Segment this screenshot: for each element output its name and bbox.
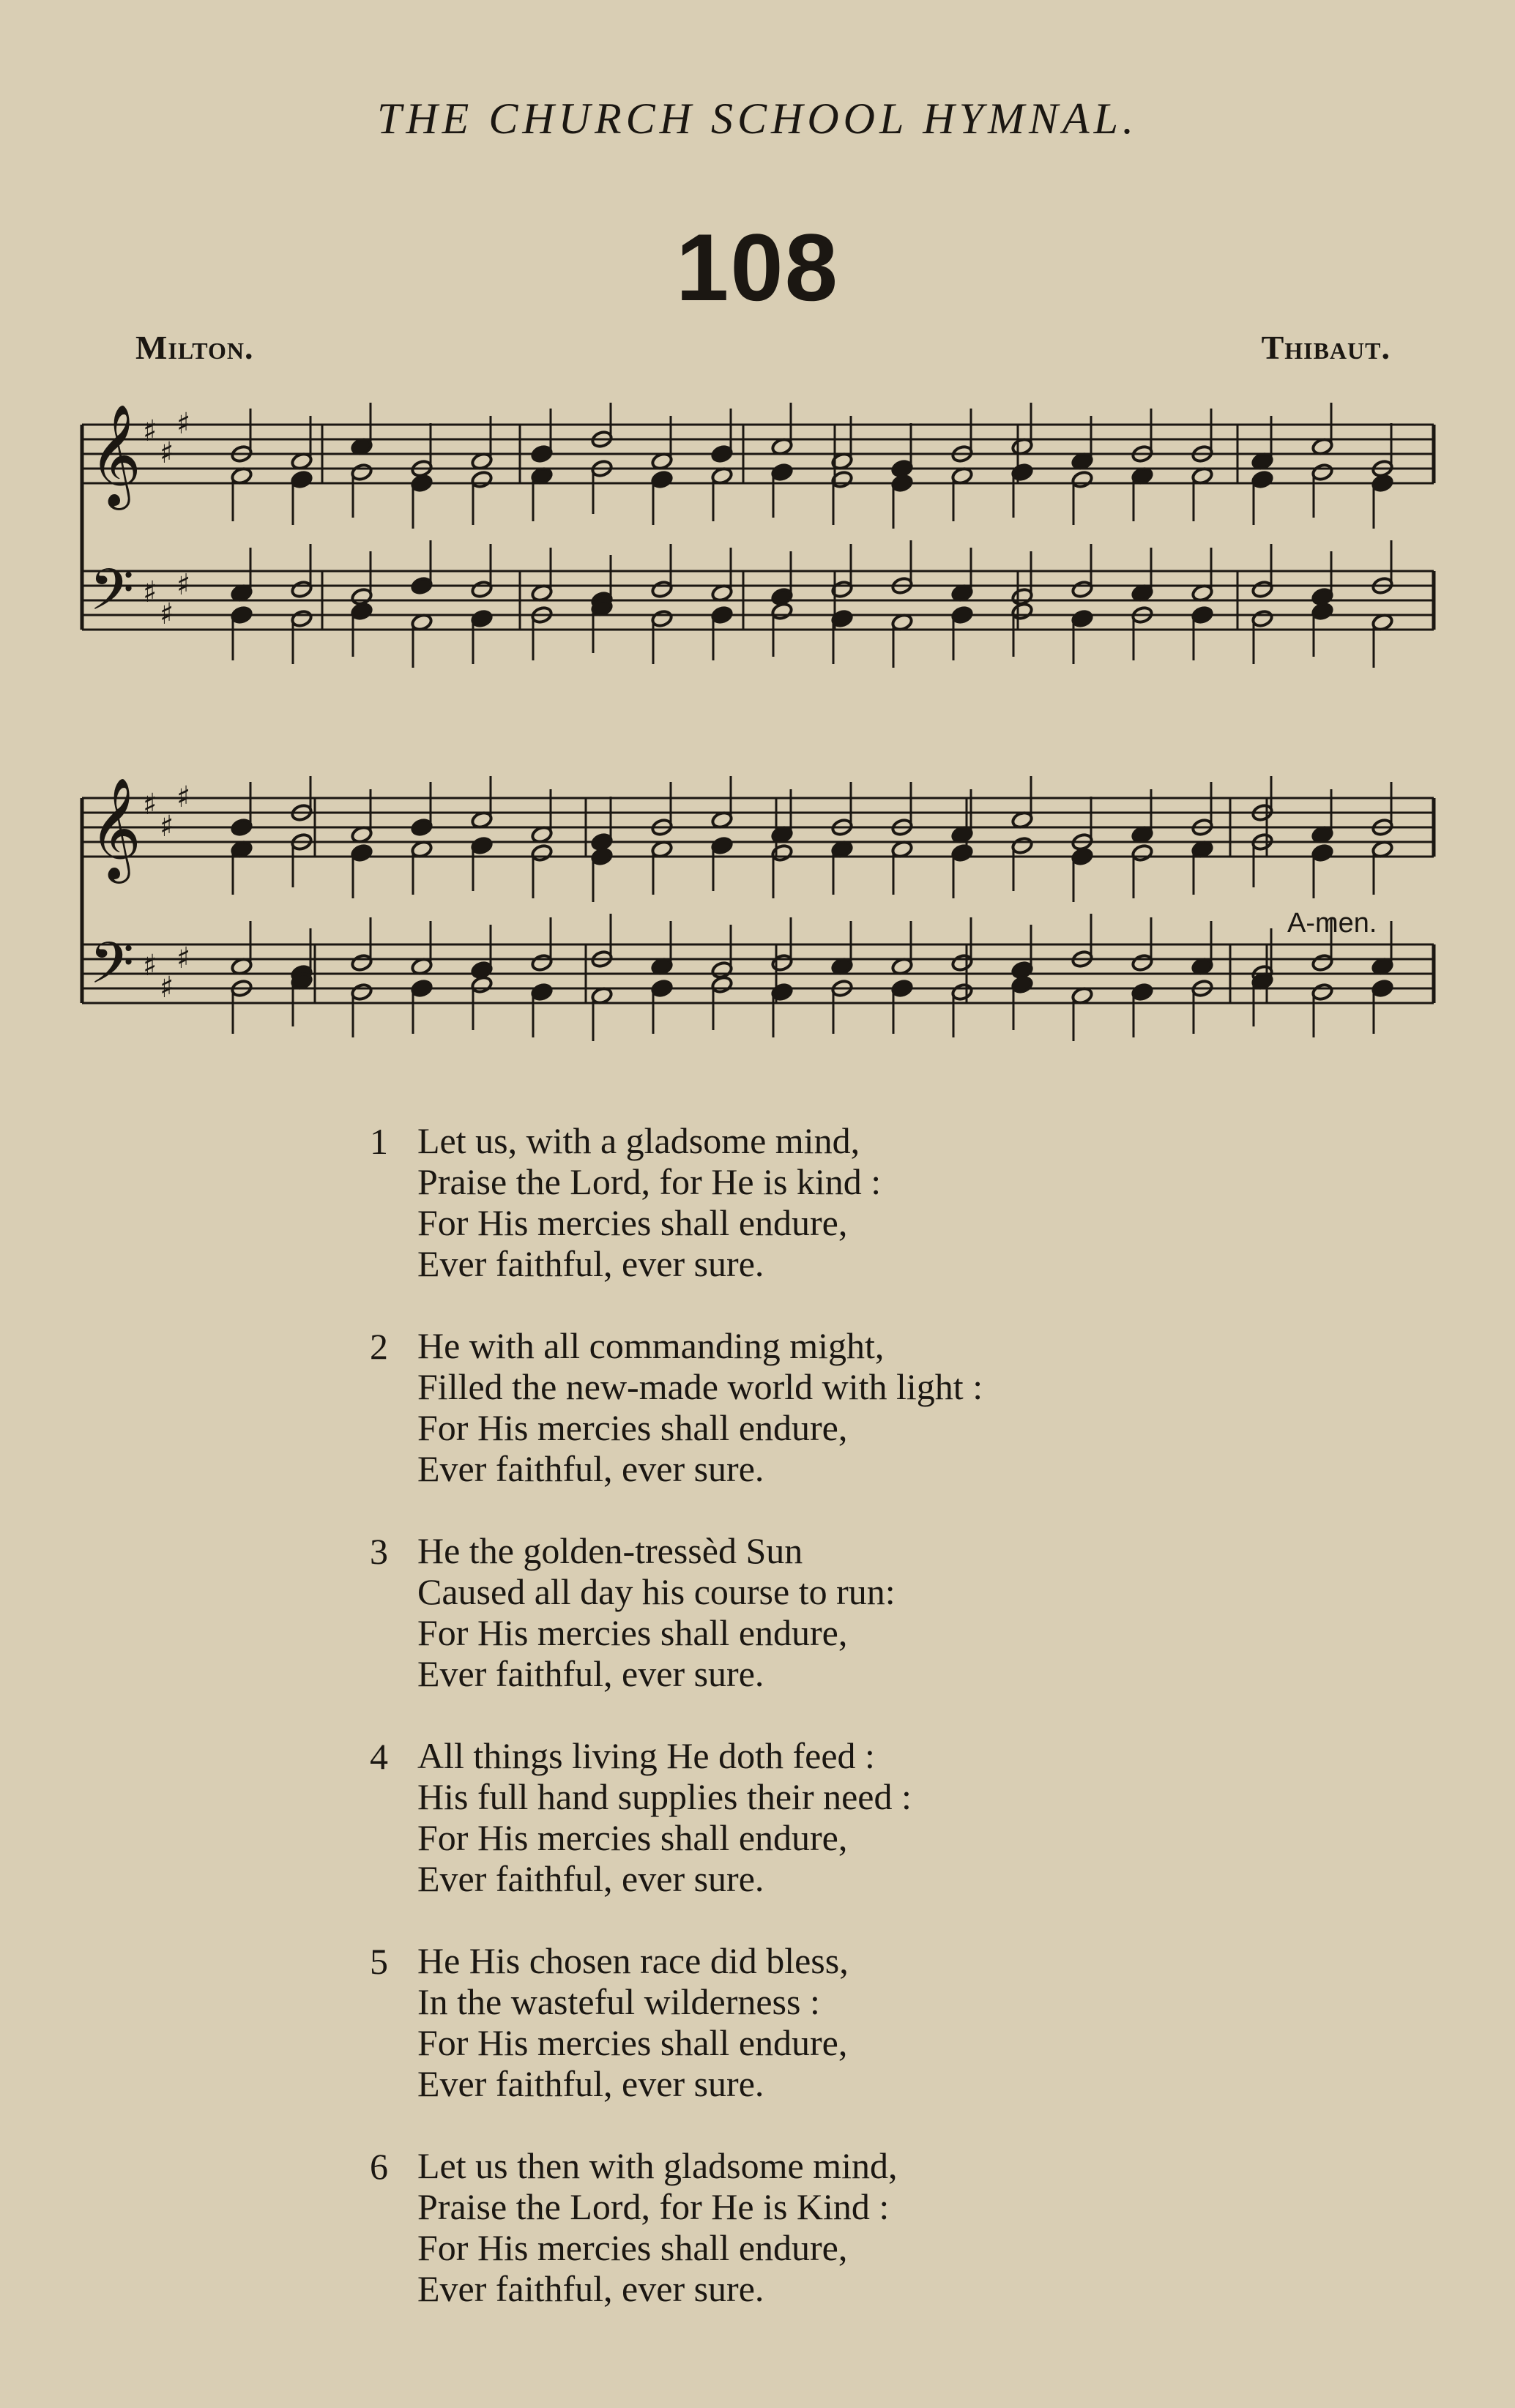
verse-line: Caused all day his course to run: — [417, 1571, 896, 1612]
running-head: THE CHURCH SCHOOL HYMNAL. — [376, 94, 1139, 143]
verse-number: 2 — [370, 1326, 388, 1367]
sharp-icon: ♯ — [143, 414, 157, 448]
amen-label: A-men. — [1287, 908, 1377, 939]
sharp-icon: ♯ — [143, 575, 157, 609]
sharp-icon: ♯ — [176, 568, 191, 602]
tune-name: Milton. — [135, 329, 254, 366]
treble-clef-icon: 𝄞 — [89, 778, 141, 879]
verse-6 — [370, 2145, 1322, 2309]
sharp-icon: ♯ — [160, 436, 174, 470]
sharp-icon: ♯ — [176, 780, 191, 814]
verse-line: For His mercies shall endure, — [417, 1202, 848, 1243]
composer: Thibaut. — [1261, 329, 1391, 366]
bass-clef-icon: 𝄢 — [89, 557, 135, 638]
verse-number: 3 — [370, 1531, 388, 1572]
sharp-icon: ♯ — [143, 788, 157, 821]
verse-line: Ever faithful, ever sure. — [417, 2268, 764, 2309]
bass-clef-icon: 𝄢 — [89, 931, 135, 1011]
sharp-icon: ♯ — [176, 407, 191, 441]
verse-line: Filled the new-made world with light : — [417, 1366, 983, 1407]
verse-1 — [370, 1120, 1322, 1284]
sharp-icon: ♯ — [160, 810, 174, 843]
verse-number: 1 — [370, 1121, 388, 1162]
verse-line: He with all commanding might, — [417, 1325, 885, 1366]
music-notation-system-2 — [73, 776, 1450, 1084]
treble-clef-icon: 𝄞 — [89, 404, 141, 506]
verse-line: Let us then with gladsome mind, — [417, 2145, 898, 2186]
sharp-icon: ♯ — [160, 971, 174, 1004]
sharp-icon: ♯ — [143, 949, 157, 983]
verses — [370, 1120, 1322, 2350]
verse-line: His full hand supplies their need : — [417, 1776, 912, 1817]
verse-line: Ever faithful, ever sure. — [417, 2063, 764, 2104]
music-system-1 — [73, 403, 1450, 696]
verse-line: He the golden-tressèd Sun — [417, 1530, 803, 1571]
verse-line: He His chosen race did bless, — [417, 1940, 849, 1981]
music-system-2 — [73, 776, 1450, 1084]
sharp-icon: ♯ — [176, 942, 191, 975]
verse-number: 6 — [370, 2146, 388, 2187]
verse-line: Ever faithful, ever sure. — [417, 1243, 764, 1284]
verse-line: For His mercies shall endure, — [417, 1612, 848, 1653]
verse-line: For His mercies shall endure, — [417, 1407, 848, 1448]
music-notation-system-1 — [73, 403, 1450, 696]
verse-line: In the wasteful wilderness : — [417, 1981, 820, 2022]
sharp-icon: ♯ — [160, 597, 174, 631]
verse-line: Praise the Lord, for He is Kind : — [417, 2186, 890, 2227]
verse-5 — [370, 1940, 1322, 2104]
verse-2 — [370, 1325, 1322, 1489]
verse-line: Ever faithful, ever sure. — [417, 1858, 764, 1899]
verse-line: Ever faithful, ever sure. — [417, 1448, 764, 1489]
verse-line: For His mercies shall endure, — [417, 2227, 848, 2268]
verse-line: For His mercies shall endure, — [417, 2022, 848, 2063]
verse-number: 5 — [370, 1941, 388, 1982]
verse-3 — [370, 1530, 1322, 1694]
verse-line: For His mercies shall endure, — [417, 1817, 848, 1858]
verse-4 — [370, 1735, 1322, 1899]
hymn-number: 108 — [676, 214, 839, 321]
verse-line: Praise the Lord, for He is kind : — [417, 1161, 882, 1202]
verse-number: 4 — [370, 1736, 388, 1777]
verse-line: Let us, with a gladsome mind, — [417, 1120, 860, 1161]
verse-line: All things living He doth feed : — [417, 1735, 875, 1776]
verse-line: Ever faithful, ever sure. — [417, 1653, 764, 1694]
